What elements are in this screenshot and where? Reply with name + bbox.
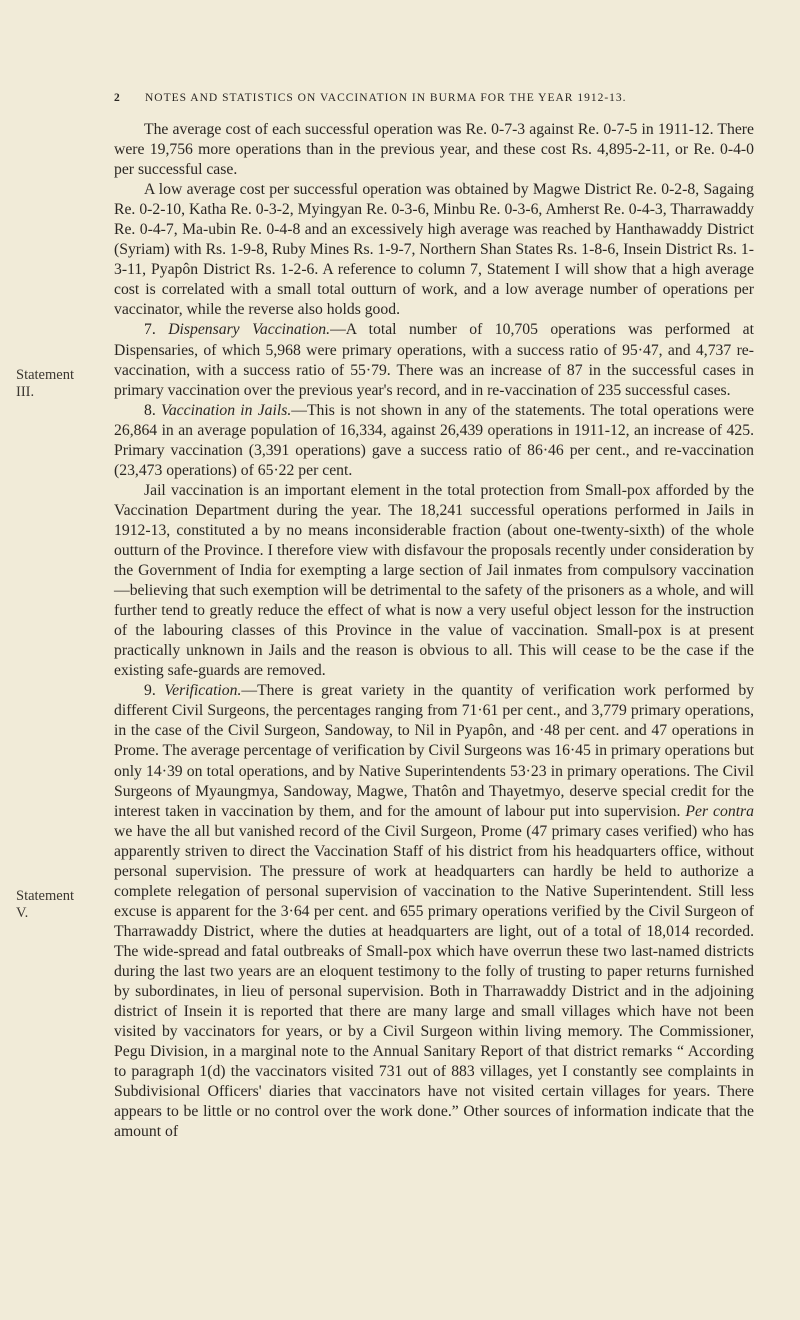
running-title: NOTES AND STATISTICS ON VACCINATION IN BURMA FOR THE YEAR 1912-13. — [145, 92, 627, 104]
paragraph-dispensary-vaccination — [114, 320, 754, 400]
paragraph-jail-protection: Jail vaccination is an important element in the total protection from Small-pox afforded by the Vaccination Department during the year. The 18,241 successful operations performed in Jails in 1912-13, constituted a by no means inconsiderable fraction (about one-twenty-sixth) of the whole outturn of the Province. I therefore view with disfavour the proposals recently under consideration by the Government of India for exempting a large section of Jail inmates from compulsory vaccination—believing that such exemption will be detrimental to the safety of the prisoners as a whole, and will further tend to greatly reduce the effect of what is now a very useful object lesson for the instruction of the labouring classes of this Province in the value of vaccination. Small-pox is at present practically unknown in Jails and the reason is obvious to all. This will cease to be the case if the existing safe-guards are removed. — [114, 481, 754, 680]
page-number: 2 — [114, 92, 121, 104]
section-heading: Dispensary Vaccination. — [168, 321, 331, 339]
paragraph-text: —There is great variety in the quantity of verification work performed by different Civil Surgeons, the percentages ranging from 71·61 per cent., and 3,779 primary operations, in the case of the Civil Surgeon, Sandoway, to Nil in Pyapôn, and ·48 per cent. and 47 operations in Prome. The average percentage of verification by Civil Surgeons was 16·45 in primary operations but only 14·39 on total operations, and by Native Superintendents 53·23 in primary operations. The Civil Surgeons of Myaungmya, Sandoway, Magwe, Thatôn and Thayetmyo, deserve special credit for the interest taken in vaccination by them, and for the amount of labour put into supervision. — [114, 682, 755, 820]
paragraph-text-continued: we have the all but vanished record of the Civil Surgeon, Prome (47 primary cases verified) who has apparently striven to direct the Vaccination Staff of his district from his headquarters office, without personal supervision. The pressure of work at headquarters can hardly be held to authorize a complete relegation of personal supervision of vaccination to the Native Superintendent. Still less excuse is apparent for the 3·64 per cent. and 655 primary operations verified by the Civil Surgeon of Tharrawaddy District, where the duties at headquarters are light, out of a total of 18,014 recorded. The wide-spread and fatal outbreaks of Small-pox which have overrun these two last-named districts during the last two years are an eloquent testimony to the folly of trusting to paper returns furnished by subordinates, in lieu of personal supervision. Both in Tharrawaddy District and in the adjoining district of Insein it is reported that there are many large and small villages which have not been visited by vaccinators for years, or by a Civil Surgeon within living memory. The Commissioner, Pegu Division, in a marginal note to the Annual Sanitary Report of that district remarks “ According to paragraph 1(d) the vaccinators visited 731 out of 883 villages, yet I constantly see complaints in Subdivisional Officers' diaries that vaccinators have not visited certain villages for years. There appears to be little or no control over the work done.” Other sources of information indicate that the amount of — [114, 822, 754, 1141]
paragraph-average-cost: The average cost of each successful operation was Re. 0-7-3 against Re. 0-7-5 in 1911-12. There were 19,756 more operations than in the previous year, and these cost Rs. 4,895-2-11, or Re. 0-4-0 per successful case. — [114, 121, 754, 179]
margin-note-statement-iii: Statement III. — [16, 367, 74, 400]
paragraph-district-costs: A low average cost per successful operation was obtained by Magwe District Re. 0-2-8, Sagaing Re. 0-2-10, Katha Re. 0-3-2, Myingyan Re. 0-3-6, Minbu Re. 0-3-6, Amherst Re. 0-4-3, Tharrawaddy Re. 0-4-7, Ma-ubin Re. 0-4-8 and an excessively high average was reached by Hanthawaddy District (Syriam) with Rs. 1-9-8, Ruby Mines Rs. 1-9-7, Northern Shan States Rs. 1-8-6, Insein District Rs. 1-3-11, Pyapôn District Rs. 1-2-6. A reference to column 7, Statement I will show that a high average cost is correlated with a small total outturn of work, and a low average number of operations per vaccinator, while the reverse also holds good. — [114, 181, 754, 319]
paragraph-number: 9. — [144, 682, 156, 700]
document-body — [114, 120, 754, 1142]
paragraph-number: 8. — [144, 401, 156, 419]
paragraph-text: —This is not shown in any of the statements. The total operations were 26,864 in an average population of 16,334, against 26,439 operations in 1911-12, an increase of 425. Primary vaccination (3,391 operations) gave a success ratio of 86·46 per cent., and re-vaccination (23,473 operations) of 65·22 per cent. — [114, 401, 755, 479]
section-heading: Verification. — [164, 682, 242, 700]
section-heading: Vaccination in Jails. — [161, 401, 292, 419]
paragraph-text: —A total number of 10,705 operations was performed at Dispensaries, of which 5,968 were primary operations, with a success ratio of 95·47, and 4,737 re-vaccination, with a success ratio of 55·79. There was an increase of 87 in the successful cases in primary vaccination over the previous year's record, and in re-vaccination of 235 successful cases. — [114, 321, 754, 399]
margin-note-statement-v: Statement V. — [16, 888, 74, 921]
paragraph-jail-vaccination — [114, 401, 754, 481]
paragraph-verification — [114, 681, 754, 1142]
paragraph-number: 7. — [144, 321, 156, 339]
per-contra-italic: Per contra — [685, 802, 754, 820]
